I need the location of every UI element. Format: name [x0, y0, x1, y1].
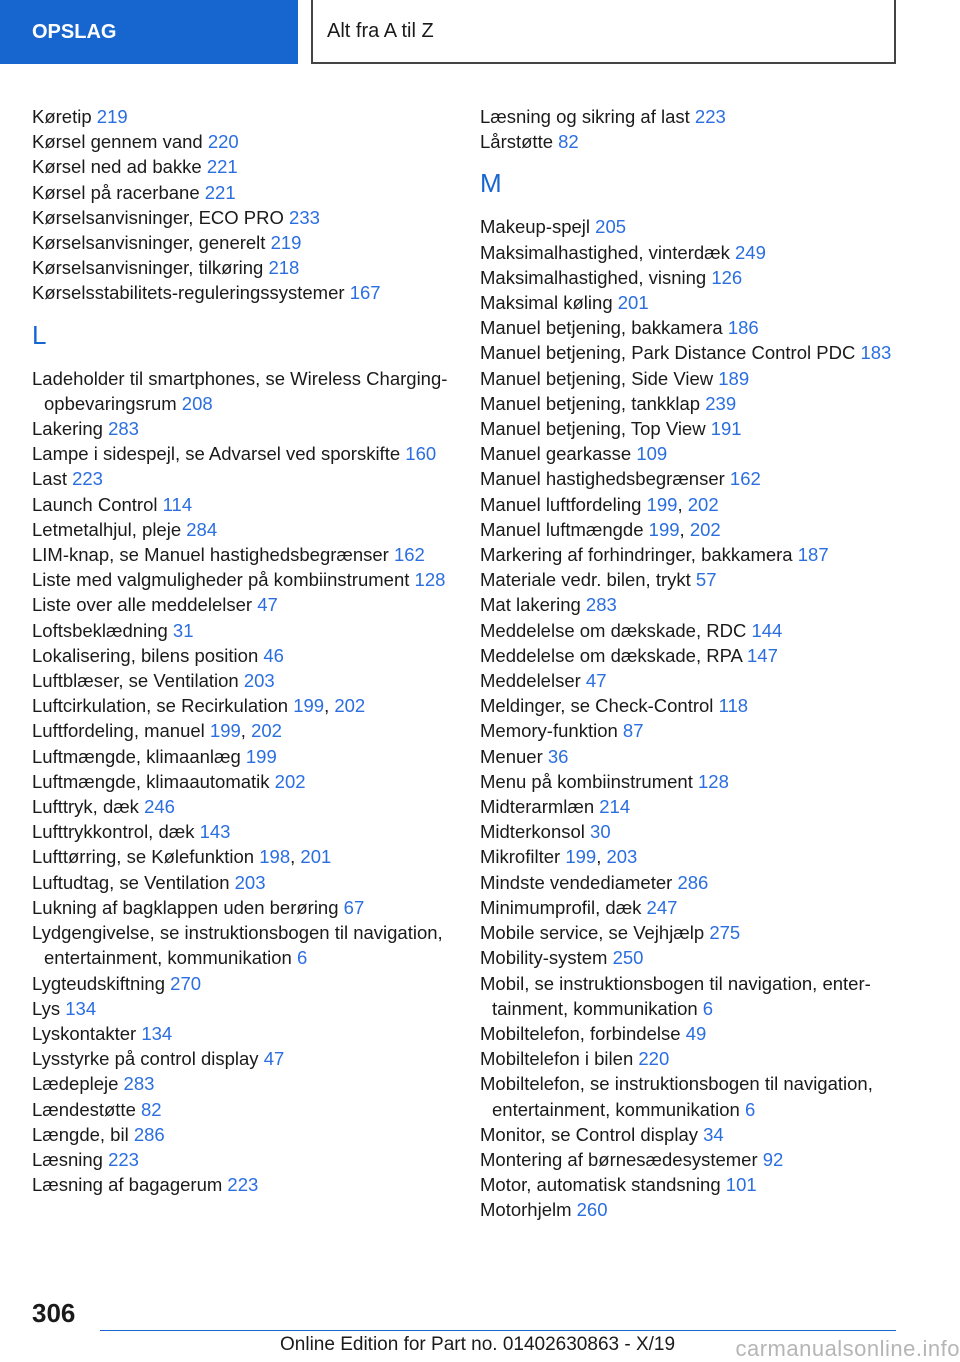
index-entry	[32, 870, 452, 895]
page-link[interactable]: 199	[648, 518, 680, 540]
page-link[interactable]: 286	[133, 1123, 165, 1145]
page-link[interactable]: 109	[636, 443, 668, 465]
index-term: Mobil, se instruktionsbogen til navigation, entertainment, kommunikation	[480, 972, 871, 1019]
index-term: Menu på kombiinstrument	[480, 770, 693, 792]
index-entry: Manuel luftfordeling 199, 202	[480, 493, 719, 515]
page-link[interactable]: 201	[617, 292, 649, 314]
page-link[interactable]: 286	[677, 871, 709, 893]
index-term: Kørsel ned ad bakke	[32, 156, 202, 178]
index-term: Menuer	[480, 745, 543, 767]
index-term: Lyskontakter	[32, 1022, 137, 1044]
index-entry	[480, 1046, 900, 1071]
index-entry	[32, 668, 452, 693]
index-entry	[480, 643, 900, 668]
index-entry	[32, 1046, 452, 1071]
page-link[interactable]: 203	[243, 670, 275, 692]
index-term: Letmetalhjul, pleje	[32, 518, 182, 540]
index-term: Manuel gearkasse	[480, 443, 632, 465]
index-term: LIM-knap, se Manuel hastighedsbegrænser	[32, 544, 389, 566]
index-entry	[480, 104, 900, 129]
index-entry	[480, 340, 900, 365]
index-term: Midterarmlæn	[480, 796, 595, 818]
index-term: Maksimalhastighed, vinterdæk	[480, 241, 730, 263]
page-link[interactable]: 101	[725, 1174, 757, 1196]
index-entry	[32, 466, 452, 491]
index-entry	[32, 592, 452, 617]
page-link[interactable]: 283	[585, 594, 617, 616]
index-term: Kørsel gennem vand	[32, 131, 203, 153]
page-link[interactable]: 183	[860, 342, 892, 364]
page-link[interactable]: 199	[565, 846, 597, 868]
index-term: Lampe i sidespejl, se Advarsel ved sporskifte	[32, 443, 401, 465]
page-link[interactable]: 221	[204, 181, 236, 203]
index-term: Lufttrykkontrol, dæk	[32, 821, 195, 843]
page-link[interactable]: 57	[695, 569, 717, 591]
index-term: Lukning af bagklappen uden berøring	[32, 896, 339, 918]
index-term: Lædepleje	[32, 1073, 119, 1095]
page-link[interactable]: 128	[414, 569, 446, 591]
page-link[interactable]: 203	[606, 846, 638, 868]
index-entry	[32, 744, 452, 769]
page-link[interactable]: 283	[123, 1073, 155, 1095]
index-entry	[32, 517, 452, 542]
page-link[interactable]: 202	[251, 720, 282, 742]
page-link[interactable]: 128	[698, 770, 729, 792]
page-link[interactable]: 47	[263, 1048, 285, 1070]
page-link[interactable]: 223	[108, 1148, 139, 1170]
index-entry	[480, 945, 900, 970]
index-entry	[480, 290, 900, 315]
index-term: Kørsel på racerbane	[32, 181, 200, 203]
index-term: Kørselsanvisninger, tilkøring	[32, 257, 264, 279]
index-entry	[32, 996, 452, 1021]
index-entry	[32, 920, 452, 970]
index-entry: Luftfordeling, manuel 199, 202	[32, 720, 282, 742]
index-entry	[480, 971, 900, 1021]
index-term: Meldinger, se Check-Control	[480, 695, 714, 717]
index-entry	[32, 205, 452, 230]
page-link[interactable]: 202	[334, 695, 366, 717]
page-link[interactable]: 126	[711, 266, 743, 288]
chapter-header	[311, 0, 896, 64]
index-entry	[480, 895, 900, 920]
section-title: OPSLAG	[32, 20, 117, 43]
index-entry	[32, 129, 452, 154]
index-term: Lakering	[32, 418, 103, 440]
index-entry	[32, 280, 452, 305]
index-term: Mobiltelefon i bilen	[480, 1048, 634, 1070]
index-entry	[32, 794, 452, 819]
page-link[interactable]: 191	[710, 418, 742, 440]
index-term: Maksimal køling	[480, 292, 613, 314]
index-entry	[480, 567, 900, 592]
index-entry	[480, 1147, 900, 1172]
page-link[interactable]: 260	[576, 1199, 608, 1221]
page-link[interactable]: 202	[687, 493, 719, 515]
index-entry	[32, 1071, 452, 1096]
index-term: Motor, automatisk standsning	[480, 1174, 721, 1196]
index-term: Manuel betjening, bakkamera	[480, 317, 723, 339]
index-term: Lufttryk, dæk	[32, 796, 139, 818]
page-link[interactable]: 233	[289, 206, 320, 228]
index-term: Materiale vedr. bilen, trykt	[480, 569, 691, 591]
page-link[interactable]: 162	[393, 544, 425, 566]
index-entry	[480, 1021, 900, 1046]
index-term: Luftmængde, klimaautomatik	[32, 770, 270, 792]
page-link[interactable]: 6	[744, 1098, 756, 1120]
index-term: Lufttørring, se Kølefunktion	[32, 846, 255, 868]
page-link[interactable]: 246	[144, 796, 175, 818]
index-entry	[32, 154, 452, 179]
index-entry	[32, 971, 452, 996]
page-link[interactable]: 284	[186, 518, 218, 540]
page-link[interactable]: 47	[257, 594, 278, 616]
index-term: Motorhjelm	[480, 1199, 572, 1221]
page-link[interactable]: 205	[595, 216, 627, 238]
page-link[interactable]: 67	[343, 896, 365, 918]
index-term: Mobility-system	[480, 947, 608, 969]
index-term: Kørselsanvisninger, generelt	[32, 232, 266, 254]
page-link[interactable]: 30	[590, 821, 611, 843]
page-link[interactable]: 283	[108, 418, 139, 440]
index-term: Meddelelse om dækskade, RDC	[480, 619, 747, 641]
page-link[interactable]: 160	[405, 443, 437, 465]
index-term: Makeup-spejl	[480, 216, 591, 238]
page-link[interactable]: 34	[703, 1123, 724, 1145]
index-term: Mindste vendediameter	[480, 871, 673, 893]
index-term: Meddelelser	[480, 670, 581, 692]
page-link[interactable]: 223	[72, 468, 103, 490]
index-entry	[480, 466, 900, 491]
page-link[interactable]: 208	[181, 392, 213, 414]
index-entry	[480, 693, 900, 718]
index-entry	[32, 492, 452, 517]
index-term: Mikrofilter	[480, 846, 561, 868]
edition-note: Online Edition for Part no. 01402630863 - X/19	[280, 1334, 676, 1355]
page-link[interactable]: 46	[263, 644, 284, 666]
page-link[interactable]: 147	[747, 644, 778, 666]
index-entry	[480, 391, 900, 416]
index-entry	[480, 1071, 900, 1121]
page-link[interactable]: 199	[646, 493, 678, 515]
page-link[interactable]: 249	[735, 241, 766, 263]
index-term: Lydgengivelse, se instruktionsbogen til navigation, entertainment, kommunikation	[32, 922, 443, 969]
index-term: Memory-funktion	[480, 720, 618, 742]
page-link[interactable]: 198	[259, 846, 291, 868]
index-term: Mobiltelefon, se instruktionsbogen til navigation, entertainment, kommunikation	[480, 1073, 873, 1120]
index-term: Mobiltelefon, forbindelse	[480, 1022, 681, 1044]
index-entry	[480, 366, 900, 391]
index-entry	[480, 441, 900, 466]
index-entry	[32, 1172, 452, 1197]
index-entry	[32, 769, 452, 794]
index-term: Luftcirkulation, se Recirkulation	[32, 695, 289, 717]
index-term: Ladeholder til smartphones, se Wireless Charging-opbevaringsrum	[32, 367, 448, 414]
index-entry	[480, 265, 900, 290]
index-term: Læsning	[32, 1148, 103, 1170]
index-entry	[32, 180, 452, 205]
index-entry	[32, 1147, 452, 1172]
watermark: carmanualsonline.info	[735, 1336, 960, 1361]
page-link[interactable]: 82	[558, 131, 579, 153]
index-term: Monitor, se Control display	[480, 1123, 698, 1145]
page-link[interactable]: 92	[762, 1148, 784, 1170]
page-link[interactable]: 36	[547, 745, 569, 767]
index-entry	[480, 870, 900, 895]
index-term: Manuel betjening, Side View	[480, 367, 714, 389]
index-entry: Manuel luftmængde 199, 202	[480, 518, 721, 540]
index-term: Luftmængde, klimaanlæg	[32, 745, 241, 767]
page-link[interactable]: 143	[199, 821, 231, 843]
index-term: Læsning og sikring af last	[480, 106, 690, 127]
page-link[interactable]: 162	[729, 468, 761, 490]
index-entry	[32, 1122, 452, 1147]
page-link[interactable]: 223	[227, 1174, 259, 1196]
page-link[interactable]: 87	[622, 720, 644, 742]
page-link[interactable]: 223	[694, 106, 726, 127]
index-term: Manuel luftmængde	[480, 518, 644, 540]
index-entry	[480, 592, 900, 617]
page-link[interactable]: 114	[162, 493, 193, 515]
page-link[interactable]: 6	[702, 997, 714, 1019]
page-link[interactable]: 189	[718, 367, 750, 389]
index-entry	[480, 794, 900, 819]
index-entry: Mikrofilter 199, 203	[480, 846, 638, 868]
page-link[interactable]: 186	[727, 317, 759, 339]
page-link[interactable]: 199	[209, 720, 241, 742]
page-link[interactable]: 202	[689, 518, 721, 540]
index-term: Kørselsanvisninger, ECO PRO	[32, 206, 284, 228]
index-entry	[480, 129, 900, 154]
page-link[interactable]: 203	[234, 871, 266, 893]
index-letter-heading: L	[32, 319, 47, 350]
index-term: Lændestøtte	[32, 1098, 136, 1120]
page-number: 306	[32, 1298, 76, 1328]
index-term: Læsning af bagagerum	[32, 1174, 223, 1196]
index-entry	[480, 416, 900, 441]
index-entry	[32, 416, 452, 441]
index-entry	[32, 366, 452, 416]
index-term: Manuel betjening, tankklap	[480, 392, 701, 414]
index-term: Luftudtag, se Ventilation	[32, 871, 230, 893]
page-link[interactable]: 82	[141, 1098, 162, 1120]
page-link[interactable]: 275	[709, 922, 741, 944]
index-term: Montering af børnesædesystemer	[480, 1148, 758, 1170]
index-term: Lys	[32, 997, 61, 1019]
index-entry	[32, 567, 452, 592]
index-term: Lokalisering, bilens position	[32, 644, 259, 666]
index-term: Markering af forhindringer, bakkamera	[480, 544, 793, 566]
index-term: Minimumprofil, dæk	[480, 896, 642, 918]
page-link[interactable]: 270	[170, 972, 202, 994]
index-entry	[480, 542, 900, 567]
page-link[interactable]: 220	[207, 131, 239, 153]
index-entry	[480, 214, 900, 239]
page-link[interactable]: 31	[172, 619, 194, 641]
page-link[interactable]: 201	[300, 846, 332, 868]
index-entry	[32, 819, 452, 844]
page-link[interactable]: 199	[245, 745, 277, 767]
index-term: Kørselsstabilitets-reguleringssystemer	[32, 282, 345, 304]
page-link[interactable]: 219	[270, 232, 302, 254]
index-term: Launch Control	[32, 493, 158, 515]
index-letter-heading: M	[480, 168, 502, 199]
index-column-left	[32, 104, 452, 1197]
index-term: Manuel hastighedsbegrænser	[480, 468, 725, 490]
index-entry	[480, 1122, 900, 1147]
page-link[interactable]: 134	[65, 997, 97, 1019]
index-term: Manuel betjening, Top View	[480, 418, 706, 440]
index-column-right	[480, 104, 900, 1223]
footer-divider	[100, 1330, 896, 1331]
index-term: Køretip	[32, 106, 92, 127]
index-term: Last	[32, 468, 67, 490]
index-term: Manuel betjening, Park Distance Control PDC	[480, 342, 856, 364]
page-link[interactable]: 250	[612, 947, 644, 969]
index-term: Liste over alle meddelelser	[32, 594, 253, 616]
page-link[interactable]: 49	[685, 1022, 707, 1044]
index-term: Længde, bil	[32, 1123, 129, 1145]
index-entry	[32, 1097, 452, 1122]
index-entry	[480, 618, 900, 643]
index-entry	[32, 618, 452, 643]
page-link[interactable]: 144	[751, 619, 783, 641]
index-term: Lygteudskiftning	[32, 972, 166, 994]
index-term: Midterkonsol	[480, 821, 585, 843]
section-tab	[0, 0, 298, 64]
index-term: Loftsbeklædning	[32, 619, 168, 641]
index-entry	[480, 668, 900, 693]
index-term: Luftblæser, se Ventilation	[32, 670, 239, 692]
index-entry	[32, 441, 452, 466]
page-link[interactable]: 118	[718, 695, 749, 717]
page-link[interactable]: 221	[206, 156, 238, 178]
page-link[interactable]: 247	[646, 896, 678, 918]
index-entry	[480, 769, 900, 794]
index-entry	[32, 643, 452, 668]
index-term: Luftfordeling, manuel	[32, 720, 205, 742]
index-entry	[32, 230, 452, 255]
index-entry	[480, 819, 900, 844]
page-link[interactable]: 239	[705, 392, 737, 414]
index-entry	[480, 1197, 900, 1222]
index-entry	[32, 542, 452, 567]
index-entry: Luftcirkulation, se Recirkulation 199, 202	[32, 695, 366, 717]
index-term: Lysstyrke på control display	[32, 1048, 259, 1070]
index-term: Lårstøtte	[480, 131, 553, 153]
index-entry	[480, 315, 900, 340]
page-link[interactable]: 219	[96, 106, 128, 127]
index-term: Manuel luftfordeling	[480, 493, 642, 515]
index-entry	[480, 1172, 900, 1197]
page-link[interactable]: 214	[599, 796, 631, 818]
index-entry	[480, 718, 900, 743]
index-term: Meddelelse om dækskade, RPA	[480, 644, 742, 666]
index-entry: Lufttørring, se Kølefunktion 198, 201	[32, 846, 332, 868]
page-link[interactable]: 134	[141, 1022, 173, 1044]
page-link[interactable]: 199	[293, 695, 325, 717]
page-link[interactable]: 187	[797, 544, 829, 566]
page-link[interactable]: 47	[585, 670, 607, 692]
page-link[interactable]: 218	[268, 257, 300, 279]
index-entry	[480, 240, 900, 265]
index-term: Liste med valgmuligheder på kombiinstrument	[32, 569, 410, 591]
index-entry	[480, 744, 900, 769]
index-term: Maksimalhastighed, visning	[480, 266, 707, 288]
index-entry	[32, 104, 452, 129]
page-link[interactable]: 167	[349, 282, 381, 304]
page-link[interactable]: 6	[296, 947, 308, 969]
page-link[interactable]: 202	[274, 770, 306, 792]
index-entry	[32, 1021, 452, 1046]
index-entry	[480, 920, 900, 945]
index-term: Mobile service, se Vejhjælp	[480, 922, 705, 944]
index-entry	[32, 255, 452, 280]
index-entry	[32, 895, 452, 920]
chapter-title: Alt fra A til Z	[327, 19, 434, 42]
page-link[interactable]: 220	[638, 1048, 670, 1070]
index-term: Mat lakering	[480, 594, 581, 616]
